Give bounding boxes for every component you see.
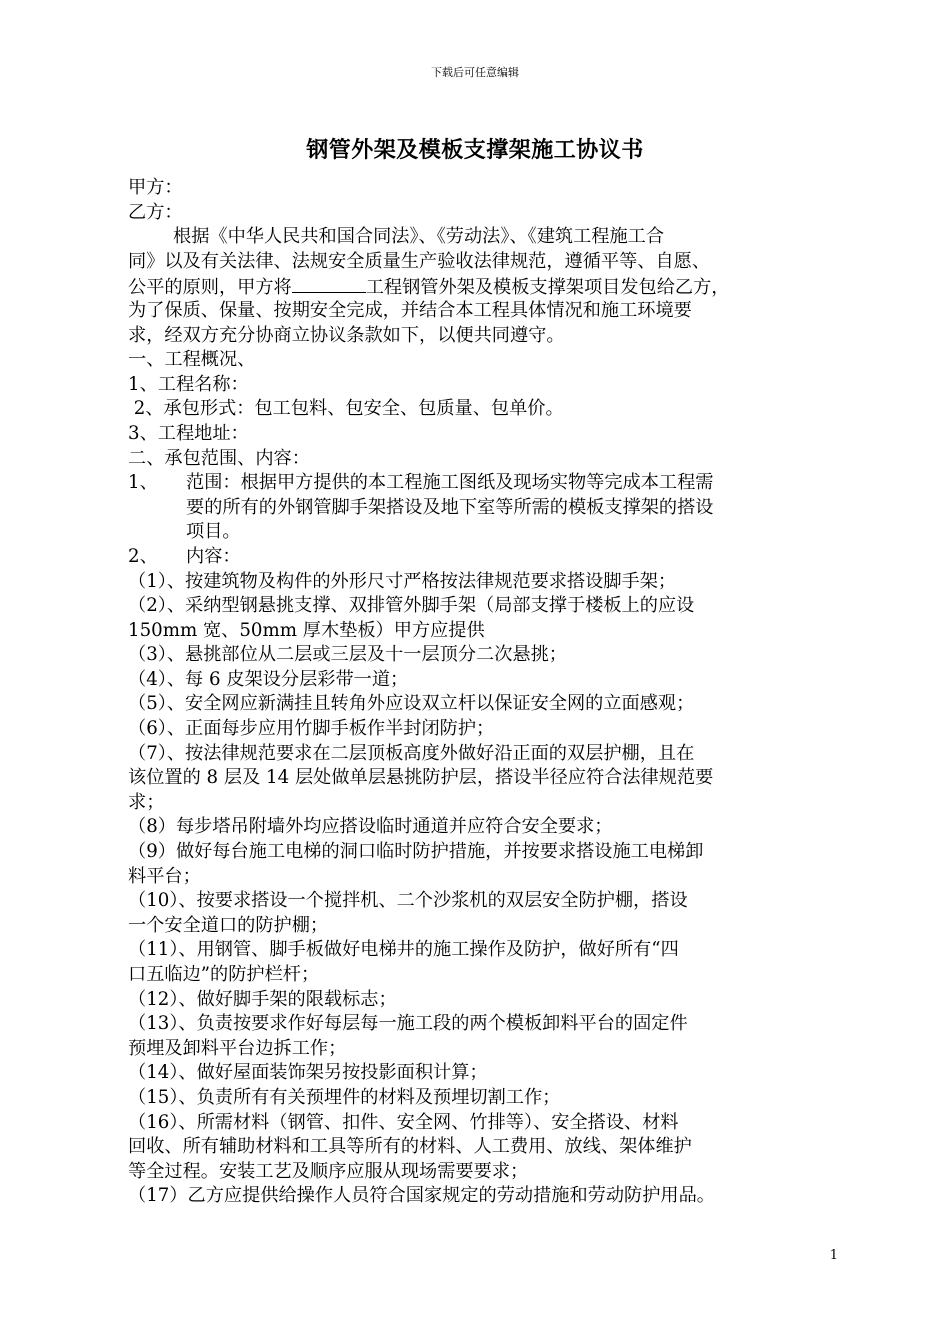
- content-line: 150mm 宽、50mm 厚木垫板）甲方应提供: [128, 619, 485, 641]
- content-line: （14）、做好屋面装饰架另按投影面积计算；: [128, 1062, 488, 1084]
- page-number: 1: [829, 1248, 838, 1263]
- project-address-item: 3、工程地址：: [128, 422, 249, 444]
- content-line: （16）、所需材料（钢管、扣件、安全网、竹排等）、安全搭设、材料: [128, 1111, 679, 1133]
- project-name-item: 1、工程名称：: [128, 373, 249, 395]
- content-line: （17）乙方应提供给操作人员符合国家规定的劳动措施和劳动防护用品。: [128, 1185, 715, 1207]
- document-body: [128, 176, 840, 1209]
- scope-line-2: 要的所有的外钢管脚手架搭设及地下室等所需的模板支撑架的搭设: [186, 496, 714, 518]
- scope-line-1: 范围：根据甲方提供的本工程施工图纸及现场实物等完成本工程需: [186, 472, 714, 494]
- scope-number: 1、: [128, 472, 158, 494]
- content-line: （13）、负责按要求作好每层每一施工段的两个模板卸料平台的固定件: [128, 1013, 688, 1035]
- preamble-line-3-start: 公平的原则，甲方将: [128, 277, 292, 299]
- section-2-heading: 二、承包范围、内容：: [128, 447, 310, 469]
- header-note: 下载后可任意编辑: [431, 66, 519, 79]
- content-line: 该位置的 8 层及 14 层处做单层悬挑防护层，搭设半径应符合法律规范要: [128, 767, 714, 789]
- content-line: （1）、按建筑物及构件的外形尺寸严格按法律规范要求搭设脚手架；: [128, 570, 677, 592]
- content-line: 预埋及卸料平台边拆工作；: [128, 1037, 347, 1059]
- content-line: （9）做好每台施工电梯的洞口临时防护措施，并按要求搭设施工电梯卸: [128, 841, 704, 863]
- party-a-line: 甲方：: [128, 177, 183, 198]
- content-line: 等全过程。安装工艺及顺序应服从现场需要要求；: [128, 1160, 529, 1182]
- content-line: （4）、每 6 皮架设分层彩带一道；: [128, 668, 409, 690]
- preamble-line-3-end: 工程钢管外架及模板支撑架项目发包给乙方，: [365, 277, 730, 299]
- content-line: 求；: [128, 791, 165, 813]
- section-1-heading: 一、工程概况、: [128, 349, 256, 371]
- content-line: （2）、采纳型钢悬挑支撑、双排管外脚手架（局部支撑于楼板上的应设: [128, 595, 695, 617]
- preamble-line-1: 根据《中华人民共和国合同法》、《劳动法》、《建筑工程施工合: [173, 226, 665, 248]
- content-line: （6）、正面每步应用竹脚手板作半封闭防护；: [128, 718, 495, 740]
- preamble-line-3: [128, 274, 840, 299]
- preamble-line-5: 求，经双方充分协商立协议条款如下，以便共同遵守。: [128, 324, 565, 346]
- content-line: 口五临边”的防护栏杆；: [128, 964, 320, 985]
- content-line: （5）、安全网应新满挂且转角外应设双立杆以保证安全网的立面感观；: [128, 693, 695, 715]
- document-title: 钢管外架及模板支撑架施工协议书: [306, 137, 644, 163]
- preamble-line-4: 为了保质、保量、按期安全完成，并结合本工程具体情况和施工环境要: [128, 299, 692, 321]
- content-label: 内容：: [186, 545, 241, 567]
- scope-item: [128, 471, 840, 496]
- content-line: （10）、按要求搭设一个搅拌机、二个沙浆机的双层安全防护棚，搭设: [128, 890, 688, 912]
- content-line: （8）每步塔吊附墙外均应搭设临时通道并应符合安全要求；: [128, 816, 613, 838]
- content-number: 2、: [128, 545, 158, 567]
- scope-line-3: 项目。: [186, 521, 241, 543]
- content-line: （15）、负责所有有关预埋件的材料及预埋切割工作；: [128, 1086, 561, 1108]
- content-line: 一个安全道口的防护棚；: [128, 914, 329, 936]
- contract-type-item: 2、承包形式：包工包料、包安全、包质量、包单价。: [128, 398, 564, 420]
- content-line: 回收、所有辅助材料和工具等所有的材料、人工费用、放线、架体维护: [128, 1136, 692, 1158]
- preamble-line-2: 同》以及有关法律、法规安全质量生产验收法律规范，遵循平等、自愿、: [128, 250, 711, 272]
- party-b-line: 乙方：: [128, 201, 183, 223]
- content-item: [128, 545, 840, 570]
- content-line: （3）、悬挑部位从二层或三层及十一层顶分二次悬挑；: [128, 644, 567, 666]
- content-line: （12）、做好脚手架的限载标志；: [128, 988, 397, 1010]
- project-name-blank: [292, 274, 366, 293]
- content-line: （7）、按法律规范要求在二层顶板高度外做好沿正面的双层护棚，且在: [128, 742, 695, 764]
- content-line: 料平台；: [128, 865, 201, 887]
- content-line: （11）、用钢管、脚手板做好电梯井的施工操作及防护，做好所有“四: [128, 939, 679, 961]
